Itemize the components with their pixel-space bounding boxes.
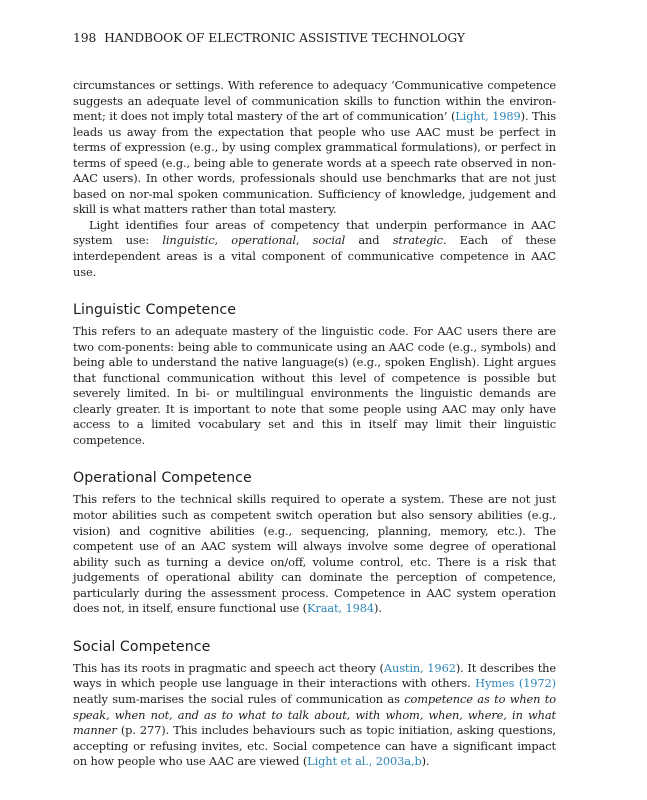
citation-link-kraat-1984[interactable]: Kraat, 1984 xyxy=(306,601,375,616)
section-heading-linguistic: Linguistic Competence xyxy=(73,302,236,319)
citation-link-light-1989[interactable]: Light, 1989 xyxy=(455,109,521,124)
citation-link-light-2003[interactable]: Light et al., 2003a,b xyxy=(307,754,422,769)
running-title: HANDBOOK OF ELECTRONIC ASSISTIVE TECHNOLOGY xyxy=(104,31,465,45)
citation-link-austin-1962[interactable]: Austin, 1962 xyxy=(383,660,456,675)
intro-text-continued: ). This leads us away from the expectation that people who use AAC must be perfect in terms of expression (e.g., by using complex grammatical formulations), or perfect in terms of speed (e.g., being able to generate words at a speech rate observed in non-AAC users). In other words, professionals should use benchmarks that are not just based on nor-mal spoken communication. Sufficiency of knowledge, judgement and skill is what matters rather than total mastery. xyxy=(73,109,556,217)
operational-paragraph xyxy=(73,492,556,616)
term-social: social xyxy=(312,233,346,248)
text-run: This has its roots in pragmatic and speech act theory ( xyxy=(73,660,384,675)
running-header xyxy=(73,31,465,45)
body-column xyxy=(73,78,556,770)
text-run: neatly sum-marises the social rules of communication as xyxy=(73,691,405,706)
text-run: Light identifies four areas of competency that underpin performance in AAC system use: xyxy=(73,217,556,248)
text-run: ). xyxy=(374,601,382,616)
text-run: (p. 277). This includes behaviours such as topic initiation, asking questions, accepting or refusing invites, etc. Social competence can have a significant impact on how people who use AAC are viewed ( xyxy=(73,723,556,769)
term-strategic: strategic xyxy=(392,233,443,248)
text-run: ). It describes the ways in which people use language in their interactions with others. xyxy=(73,660,556,691)
text-run: , xyxy=(214,233,232,248)
text-run: . Each of these interdependent areas is a vital component of communicative competence in AAC use. xyxy=(73,233,556,279)
citation-link-hymes-1972[interactable]: Hymes (1972) xyxy=(475,676,556,691)
term-linguistic: linguistic xyxy=(162,233,215,248)
term-operational: operational xyxy=(231,233,296,248)
section-heading-operational: Operational Competence xyxy=(73,470,252,487)
linguistic-paragraph: This refers to an adequate mastery of the linguistic code. For AAC users there are two com-ponents: being able to communicate using an AAC code (e.g., symbols) and being able to understand the native language(s) (e.g., spoken English). Light argues that functional communication without this level of competence is possible but severely limited. In bi- or multilingual environments the linguistic demands are clearly greater. It is important to note that some people using AAC may only have access to a limited vocabulary set and this in itself may limit their linguistic competence. xyxy=(73,324,556,447)
text-run: ). xyxy=(421,754,430,769)
text-run: and xyxy=(345,233,393,248)
hymes-quote: competence as to when to speak, when not, and as to what to talk about, with whom, when, where, in what manner xyxy=(73,691,556,738)
intro-text: circumstances or settings. With reference to adequacy ‘Communicative competence suggests an adequate level of communication skills to function within the environ-ment; it does not imply total mastery of the art of communication’ ( xyxy=(73,78,556,124)
section-heading-social: Social Competence xyxy=(73,638,211,655)
social-paragraph xyxy=(73,661,556,770)
text-run: , xyxy=(295,233,313,248)
competency-areas-paragraph xyxy=(73,218,556,280)
text-run: This refers to the technical skills required to operate a system. These are not just motor abilities such as competent switch operation but also sensory abilities (e.g., vision) and cognitive abilities (e.g., sequencing, planning, memory, etc.). The competent use of an AAC system will always involve some degree of operational ability such as turning a device on/off, volume control, etc. There is a risk that judgements of operational ability can dominate the perception of competence, particularly during the assessment process. Competence in AAC system operation does not, in itself, ensure functional use ( xyxy=(73,492,556,616)
page-number: 198 xyxy=(73,31,97,45)
intro-paragraph xyxy=(73,78,556,218)
